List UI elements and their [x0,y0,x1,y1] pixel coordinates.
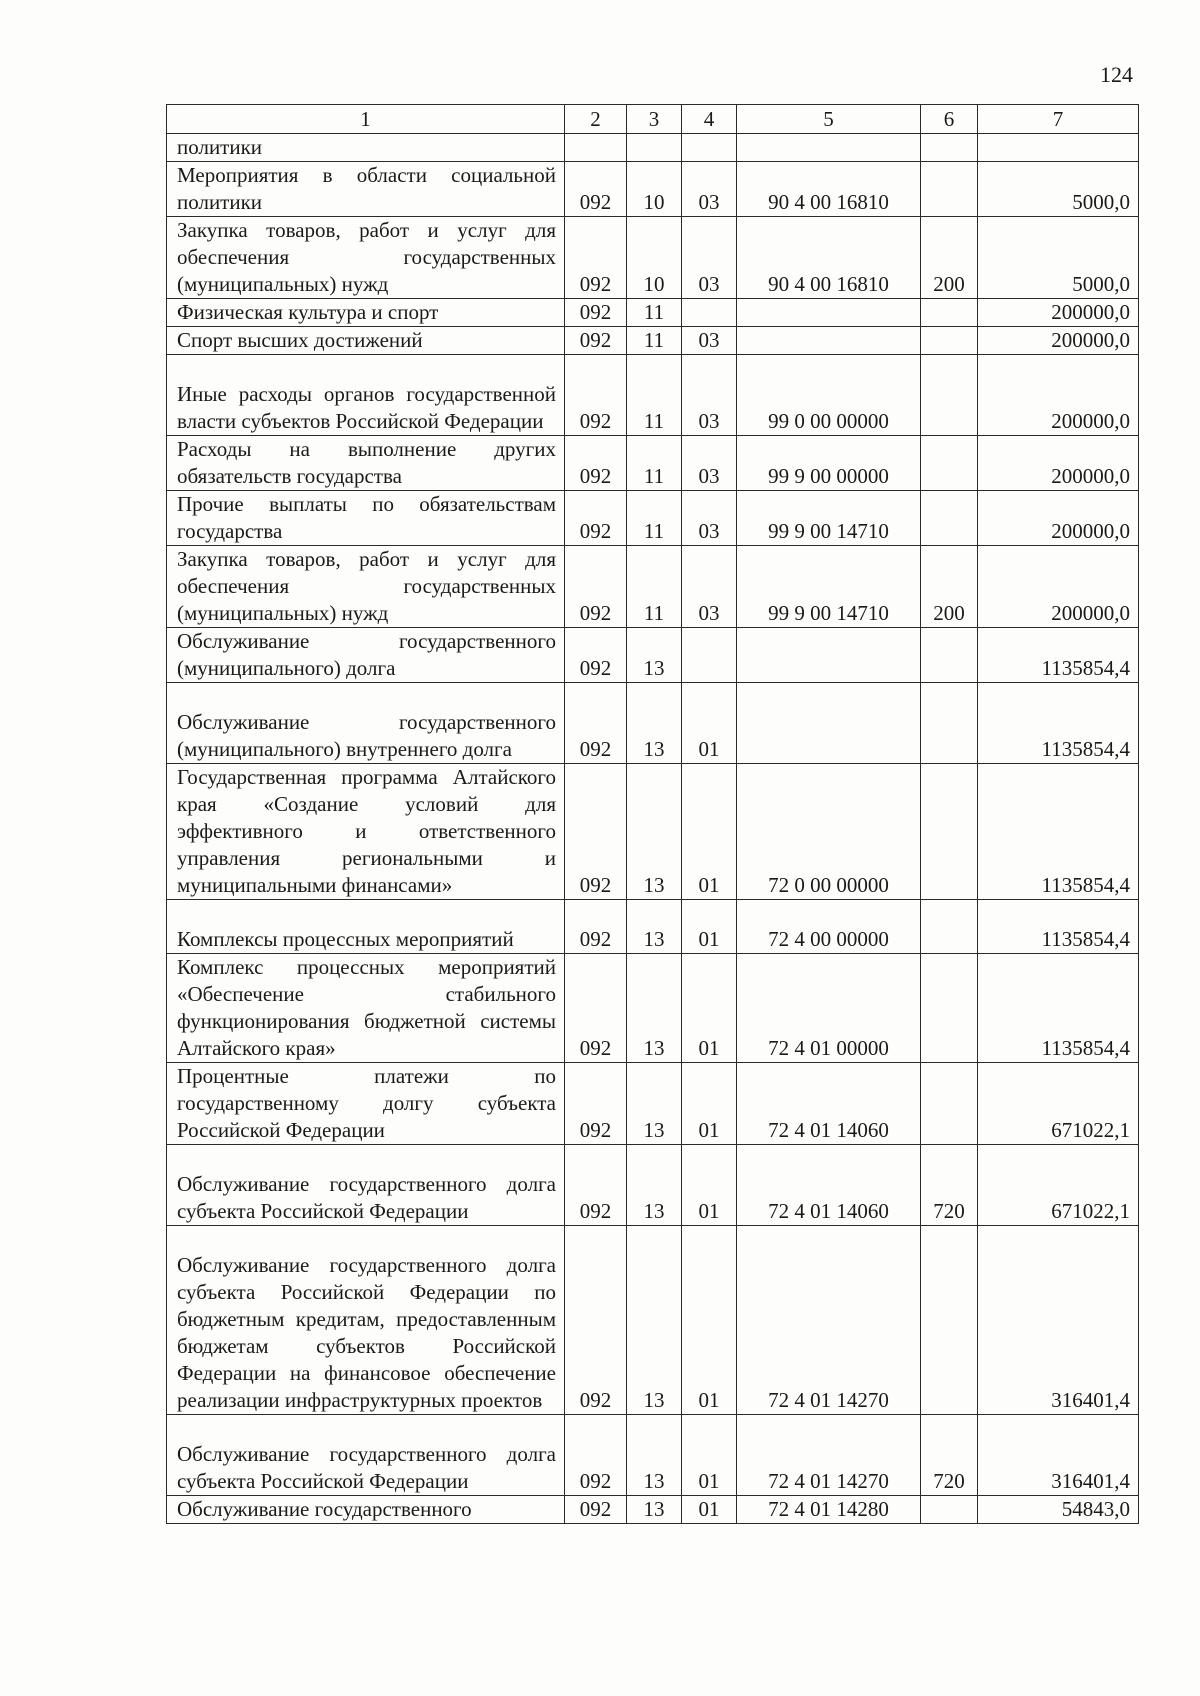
table-header-row [167,105,1139,134]
table-row [167,683,1139,764]
target-article-code: 90 4 00 16810 [737,162,921,217]
table-row [167,217,1139,299]
table-row [167,764,1139,900]
column-header: 6 [921,105,978,134]
subsection-code [682,299,737,327]
subsection-code: 01 [682,1496,737,1524]
ministry-code: 092 [565,954,627,1063]
section-code: 10 [627,217,682,299]
table-row [167,134,1139,162]
amount: 1135854,4 [978,954,1139,1063]
subsection-code: 01 [682,683,737,764]
amount: 1135854,4 [978,683,1139,764]
section-code: 13 [627,1415,682,1496]
table-row [167,1063,1139,1145]
amount: 54843,0 [978,1496,1139,1524]
column-header: 1 [167,105,565,134]
amount: 316401,4 [978,1415,1139,1496]
amount: 5000,0 [978,217,1139,299]
row-title: Закупка товаров, работ и услуг для обеспечения государственных (муниципальных) нужд [167,546,565,628]
subsection-code: 01 [682,1063,737,1145]
target-article-code: 99 0 00 00000 [737,355,921,436]
row-title: Обслуживание государственного [167,1496,565,1524]
subsection-code: 03 [682,491,737,546]
ministry-code: 092 [565,1415,627,1496]
expense-type-code [921,327,978,355]
subsection-code: 03 [682,327,737,355]
section-code: 13 [627,628,682,683]
section-code: 13 [627,1226,682,1415]
subsection-code: 01 [682,1145,737,1226]
row-title: Комплекс процессных мероприятий «Обеспечение стабильного функционирования бюджетной системы Алтайского края» [167,954,565,1063]
subsection-code: 03 [682,546,737,628]
target-article-code: 99 9 00 14710 [737,546,921,628]
amount: 671022,1 [978,1063,1139,1145]
amount: 5000,0 [978,162,1139,217]
section-code: 11 [627,436,682,491]
table-row [167,1145,1139,1226]
expense-type-code: 720 [921,1145,978,1226]
amount: 1135854,4 [978,900,1139,954]
amount [978,134,1139,162]
table-row [167,355,1139,436]
expense-type-code [921,436,978,491]
ministry-code: 092 [565,327,627,355]
table-row [167,546,1139,628]
target-article-code: 72 4 01 14280 [737,1496,921,1524]
expense-type-code [921,683,978,764]
table-row [167,954,1139,1063]
section-code: 13 [627,764,682,900]
target-article-code [737,299,921,327]
expense-type-code [921,162,978,217]
section-code: 13 [627,683,682,764]
ministry-code: 092 [565,162,627,217]
amount: 200000,0 [978,436,1139,491]
column-header: 7 [978,105,1139,134]
amount: 671022,1 [978,1145,1139,1226]
amount: 1135854,4 [978,764,1139,900]
target-article-code [737,683,921,764]
expense-type-code [921,954,978,1063]
subsection-code [682,134,737,162]
section-code: 10 [627,162,682,217]
ministry-code: 092 [565,628,627,683]
target-article-code: 72 4 01 14270 [737,1226,921,1415]
amount: 200000,0 [978,355,1139,436]
target-article-code [737,628,921,683]
row-title: Процентные платежи по государственному долгу субъекта Российской Федерации [167,1063,565,1145]
amount: 200000,0 [978,327,1139,355]
section-code: 11 [627,491,682,546]
budget-table [166,104,1139,1524]
target-article-code: 90 4 00 16810 [737,217,921,299]
table-row [167,1496,1139,1524]
row-title: Обслуживание государственного долга субъекта Российской Федерации [167,1415,565,1496]
row-title: Обслуживание государственного долга субъекта Российской Федерации по бюджетным кредитам, предоставленным бюджетам субъектов Российской Федерации на финансовое обеспечение реализации инфраструктурных проектов [167,1226,565,1415]
row-title: Расходы на выполнение других обязательств государства [167,436,565,491]
subsection-code: 01 [682,900,737,954]
expense-type-code: 200 [921,546,978,628]
ministry-code: 092 [565,900,627,954]
column-header: 4 [682,105,737,134]
table-body [167,134,1139,1524]
expense-type-code [921,299,978,327]
expense-type-code: 200 [921,217,978,299]
amount: 200000,0 [978,299,1139,327]
target-article-code: 72 0 00 00000 [737,764,921,900]
target-article-code: 99 9 00 14710 [737,491,921,546]
row-title: Обслуживание государственного (муниципального) долга [167,628,565,683]
target-article-code: 72 4 01 14270 [737,1415,921,1496]
table-row [167,1415,1139,1496]
amount: 200000,0 [978,491,1139,546]
row-title: политики [167,134,565,162]
row-title: Мероприятия в области социальной политики [167,162,565,217]
row-title: Иные расходы органов государственной власти субъектов Российской Федерации [167,355,565,436]
expense-type-code [921,491,978,546]
row-title: Обслуживание государственного (муниципального) внутреннего долга [167,683,565,764]
row-title: Обслуживание государственного долга субъекта Российской Федерации [167,1145,565,1226]
subsection-code: 03 [682,355,737,436]
ministry-code: 092 [565,1226,627,1415]
ministry-code: 092 [565,683,627,764]
section-code: 13 [627,1496,682,1524]
subsection-code [682,628,737,683]
ministry-code: 092 [565,491,627,546]
target-article-code: 72 4 00 00000 [737,900,921,954]
table-row [167,162,1139,217]
ministry-code: 092 [565,299,627,327]
target-article-code: 72 4 01 00000 [737,954,921,1063]
ministry-code: 092 [565,1496,627,1524]
subsection-code: 01 [682,1415,737,1496]
ministry-code: 092 [565,764,627,900]
expense-type-code [921,628,978,683]
target-article-code: 72 4 01 14060 [737,1063,921,1145]
row-title: Комплексы процессных мероприятий [167,900,565,954]
column-header: 5 [737,105,921,134]
section-code: 11 [627,327,682,355]
section-code [627,134,682,162]
table-row [167,299,1139,327]
section-code: 11 [627,546,682,628]
table-row [167,900,1139,954]
row-title: Физическая культура и спорт [167,299,565,327]
amount: 1135854,4 [978,628,1139,683]
target-article-code [737,327,921,355]
table-row [167,1226,1139,1415]
ministry-code: 092 [565,1145,627,1226]
ministry-code: 092 [565,546,627,628]
expense-type-code [921,1063,978,1145]
section-code: 13 [627,1145,682,1226]
section-code: 13 [627,900,682,954]
target-article-code [737,134,921,162]
amount: 200000,0 [978,546,1139,628]
expense-type-code [921,764,978,900]
row-title: Закупка товаров, работ и услуг для обеспечения государственных (муниципальных) нужд [167,217,565,299]
expense-type-code [921,134,978,162]
expense-type-code: 720 [921,1415,978,1496]
table-row [167,628,1139,683]
ministry-code: 092 [565,436,627,491]
table-row [167,436,1139,491]
section-code: 13 [627,1063,682,1145]
expense-type-code [921,1496,978,1524]
ministry-code: 092 [565,217,627,299]
column-header: 2 [565,105,627,134]
subsection-code: 03 [682,162,737,217]
row-title: Спорт высших достижений [167,327,565,355]
expense-type-code [921,355,978,436]
subsection-code: 01 [682,764,737,900]
ministry-code [565,134,627,162]
ministry-code: 092 [565,1063,627,1145]
table-row [167,491,1139,546]
subsection-code: 01 [682,1226,737,1415]
amount: 316401,4 [978,1226,1139,1415]
target-article-code: 99 9 00 00000 [737,436,921,491]
row-title: Прочие выплаты по обязательствам государства [167,491,565,546]
section-code: 11 [627,299,682,327]
expense-type-code [921,1226,978,1415]
section-code: 11 [627,355,682,436]
subsection-code: 03 [682,217,737,299]
row-title: Государственная программа Алтайского края «Создание условий для эффективного и ответственного управления региональными и муниципальными финансами» [167,764,565,900]
subsection-code: 03 [682,436,737,491]
section-code: 13 [627,954,682,1063]
ministry-code: 092 [565,355,627,436]
target-article-code: 72 4 01 14060 [737,1145,921,1226]
subsection-code: 01 [682,954,737,1063]
column-header: 3 [627,105,682,134]
expense-type-code [921,900,978,954]
page-number: 124 [1100,62,1133,87]
table-row [167,327,1139,355]
